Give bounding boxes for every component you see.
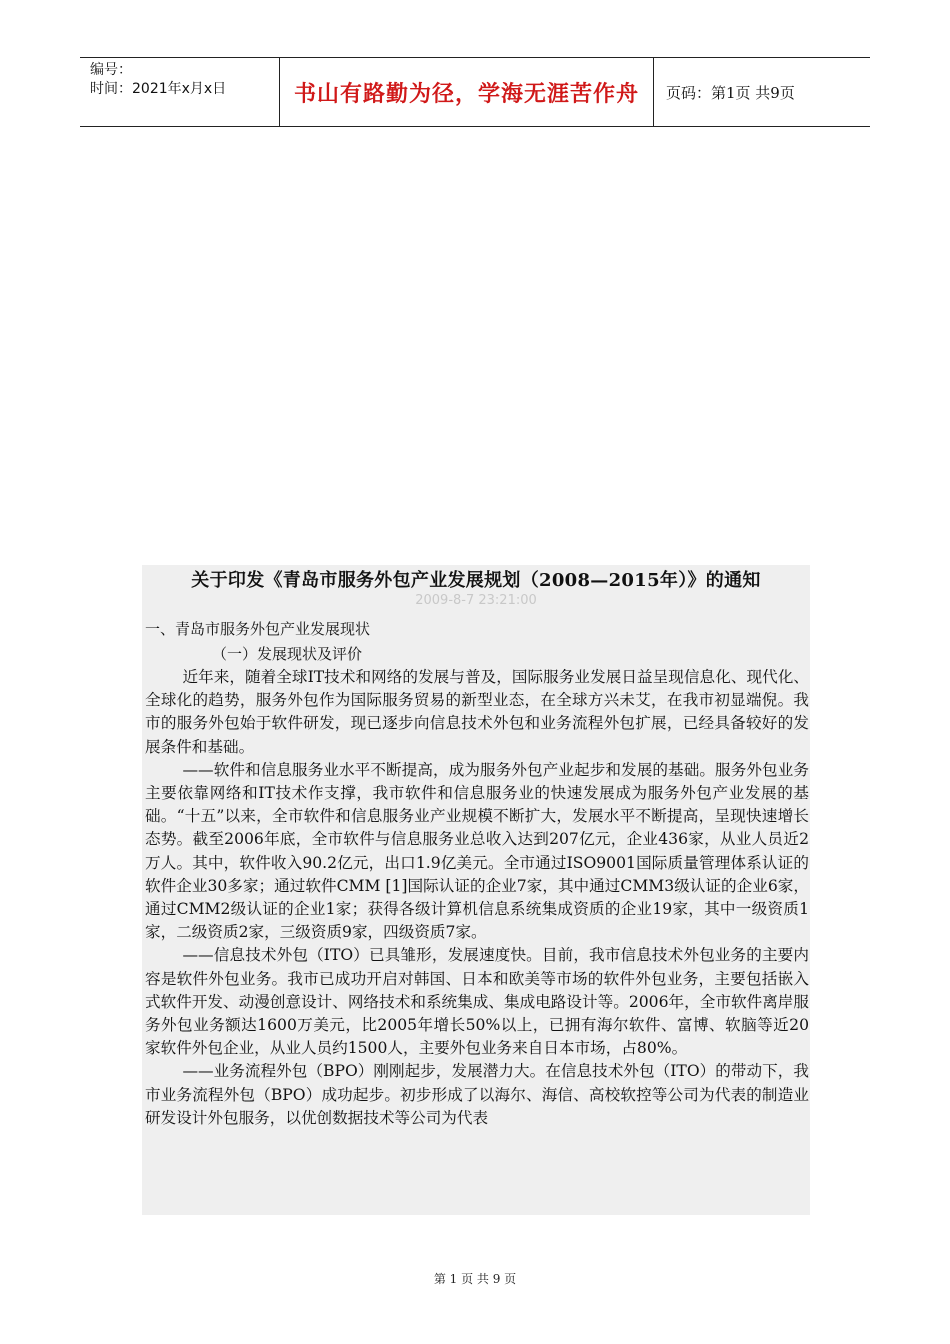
paragraph: 近年来，随着全球IT技术和网络的发展与普及，国际服务业发展日益呈现信息化、现代化、全球化的趋势，服务外包作为国际服务贸易的新型业态，在全球方兴未艾，在我市初显端倪。我市的服务外包始于软件研发，现已逐步向信息技术外包和业务流程外包扩展，已经具备较好的发展条件和基础。 <box>145 668 809 756</box>
article-date: 2009-8-7 23:21:00 <box>415 593 537 608</box>
page-footer: 第 1 页 共 9 页 <box>433 1272 517 1286</box>
time-label: 时间：2021年x月x日 <box>90 81 227 97</box>
section-heading: 一、青岛市服务外包产业发展现状 <box>145 620 371 638</box>
paragraph: ——信息技术外包（ITO）已具雏形，发展速度快。目前，我市信息技术外包业务的主要内容是软件外包业务。我市已成功开启对韩国、日本和欧美等市场的软件外包业务，主要包括嵌入式软件开发、动漫创意设计、网络技术和系统集成、集成电路设计等。2006年，全市软件离岸服务外包业务额达1600万美元，比2005年增长50%以上，已拥有海尔软件、富博、软脑等近20家软件外包企业，从业人员约1500人，主要外包业务来自日本市场，占80%。 <box>145 946 809 1058</box>
paragraph: ——软件和信息服务业水平不断提高，成为服务外包产业起步和发展的基础。服务外包业务主要依靠网络和IT技术作支撑，我市软件和信息服务业的快速发展成为服务外包产业发展的基础。“十五”以来，全市软件和信息服务业产业规模不断扩大，发展水平不断提高，呈现快速增长态势。截至2006年底，全市软件与信息服务业总收入达到207亿元，企业436家，从业人员近2万人。其中，软件收入90.2亿元，出口1.9亿美元。全市通过ISO9001国际质量管理体系认证的软件企业30多家；通过软件CMM [1]国际认证的企业7家，其中通过CMM3级认证的企业6家，通过CMM2级认证的企业1家；获得各级计算机信息系统集成资质的企业19家，其中一级资质1家，二级资质2家，三级资质9家，四级资质7家。 <box>145 760 809 942</box>
header-motto: 书山有路勤为径，学海无涯苦作舟 <box>280 58 654 126</box>
article-title: 关于印发《青岛市服务外包产业发展规划（2008—2015年）》的通知 <box>191 570 761 591</box>
header-page-label: 页码：第1页 共9页 <box>666 83 795 102</box>
subsection-heading: （一）发展现状及评价 <box>212 645 363 663</box>
header-meta <box>80 58 280 126</box>
paragraph: ——业务流程外包（BPO）刚刚起步，发展潜力大。在信息技术外包（ITO）的带动下，我市业务流程外包（BPO）成功起步。初步形成了以海尔、海信、高校软控等公司为代表的制造业研发设计外包服务，以优创数据技术等公司为代表 <box>145 1062 809 1127</box>
article-body <box>145 666 809 1130</box>
number-label: 编号： <box>90 62 132 78</box>
page-header <box>80 57 870 127</box>
